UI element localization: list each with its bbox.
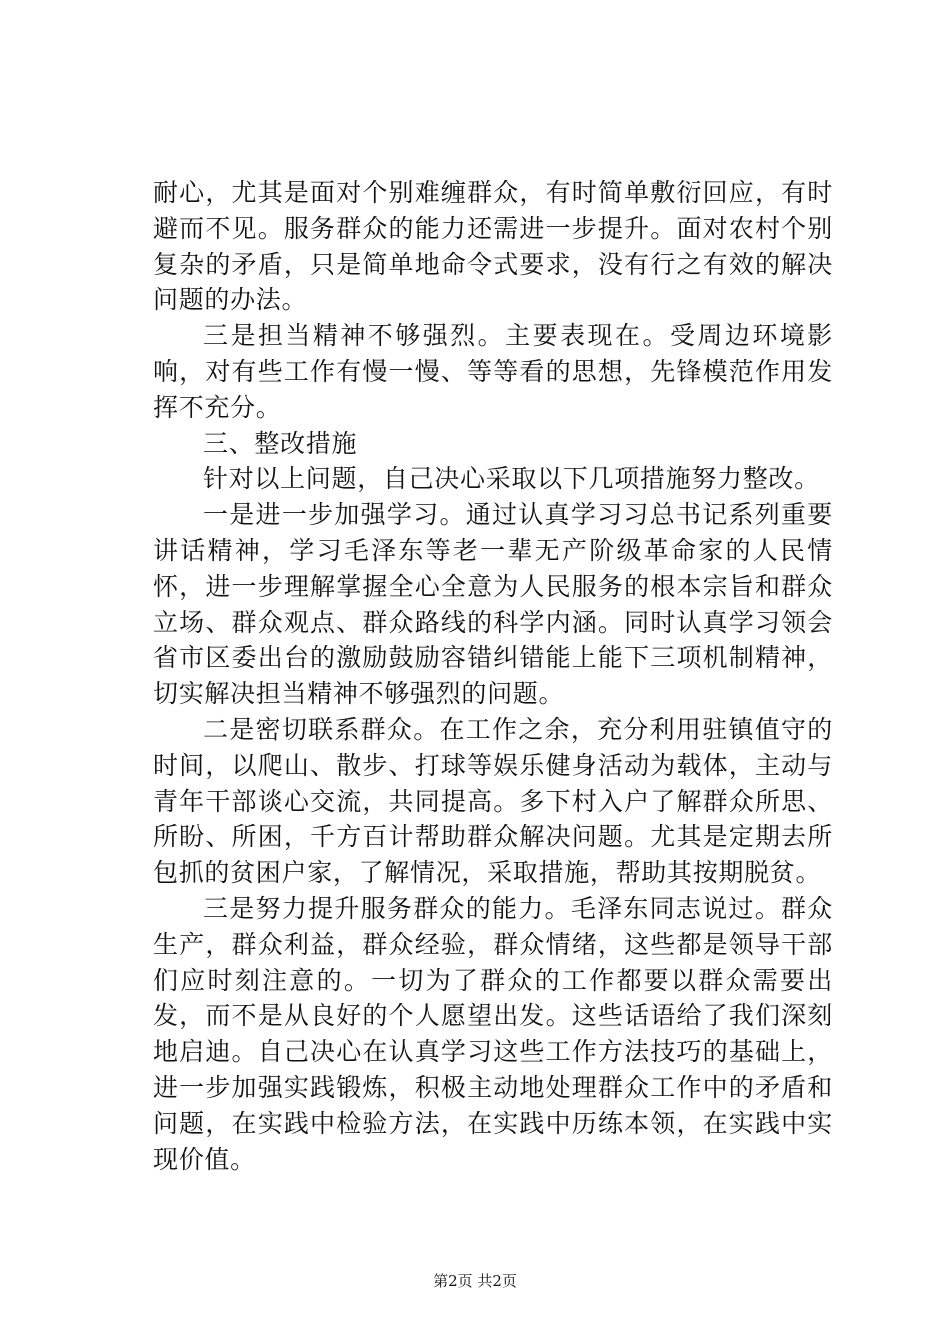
page-footer: 第2页 共2页 [433, 1272, 517, 1290]
paragraph-intro-measures: 针对以上问题，自己决心采取以下几项措施努力整改。 [203, 464, 820, 494]
section-heading-rectification: 三、整改措施 [203, 428, 358, 458]
paragraph-measure-two: 二是密切联系群众。在工作之余，充分利用驻镇值守的时间，以爬山、散步、打球等娱乐健身活动为载体，主动与青年干部谈心交流，共同提高。多下村入户了解群众所思、所盼、所困，千方百计帮助群众解决问题。尤其是定期去所包抓的贫困户家，了解情况，采取措施，帮助其按期脱贫。 [153, 714, 833, 888]
paragraph-measure-one: 一是进一步加强学习。通过认真学习习总书记系列重要讲话精神，学习毛泽东等老一辈无产阶级革命家的人民情怀，进一步理解掌握全心全意为人民服务的根本宗旨和群众立场、群众观点、群众路线的科学内涵。同时认真学习领会省市区委出台的激励鼓励容错纠错能上能下三项机制精神，切实解决担当精神不够强烈的问题。 [153, 500, 833, 709]
paragraph-continuation: 耐心，尤其是面对个别难缠群众，有时简单敷衍回应，有时避而不见。服务群众的能力还需进一步提升。面对农村个别复杂的矛盾，只是简单地命令式要求，没有行之有效的解决问题的办法。 [153, 178, 833, 315]
paragraph-problem-three: 三是担当精神不够强烈。主要表现在。受周边环境影响，对有些工作有慢一慢、等等看的思想，先锋模范作用发挥不充分。 [153, 321, 833, 422]
document-body [153, 175, 833, 1177]
paragraph-measure-three: 三是努力提升服务群众的能力。毛泽东同志说过。群众生产，群众利益，群众经验，群众情绪，这些都是领导干部们应时刻注意的。一切为了群众的工作都要以群众需要出发，而不是从良好的个人愿望出发。这些话语给了我们深刻地启迪。自己决心在认真学习这些工作方法技巧的基础上，进一步加强实践锻炼，积极主动地处理群众工作中的矛盾和问题，在实践中检验方法，在实践中历练本领，在实践中实现价值。 [153, 893, 833, 1174]
